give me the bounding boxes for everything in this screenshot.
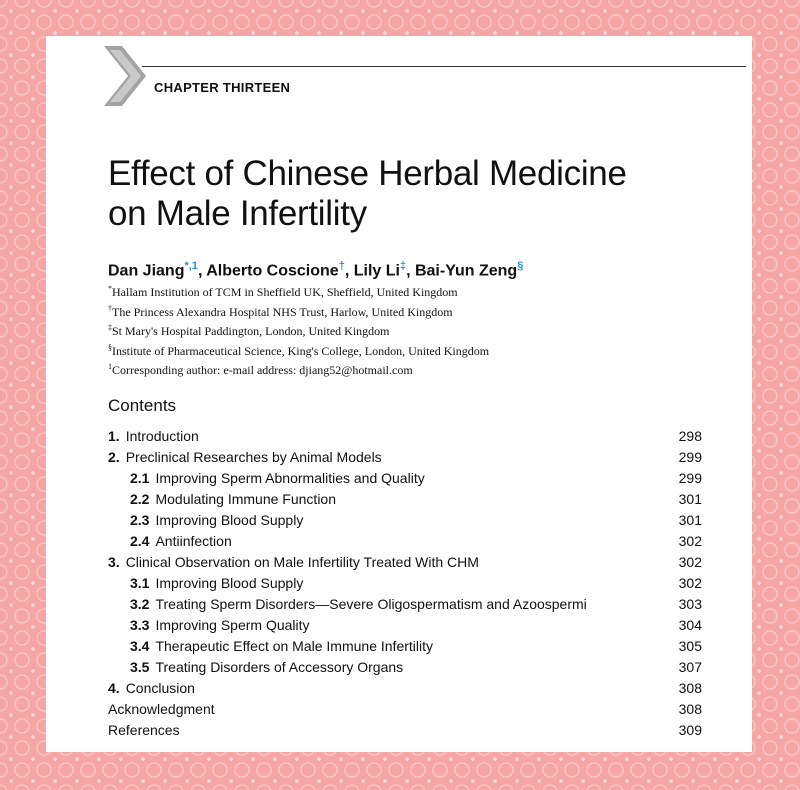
toc-entry-page: 307 [678, 659, 702, 675]
author-separator: , [197, 262, 207, 280]
affiliation [108, 301, 728, 321]
chapter-rule [142, 66, 746, 67]
author-separator: , [344, 262, 354, 280]
affiliation [108, 340, 728, 360]
toc-entry-number: 2.1 [130, 470, 150, 486]
affiliation-list [108, 281, 728, 379]
toc-entry-page: 302 [678, 575, 702, 591]
affiliation-text: Hallam Institution of TCM in Sheffield UK, Sheffield, United Kingdom [112, 285, 458, 299]
toc-entry-page: 301 [678, 491, 702, 507]
toc-entry[interactable] [108, 510, 702, 531]
toc-entry[interactable] [108, 552, 702, 573]
toc-entry-label: Treating Sperm Disorders—Severe Oligospermatism and Azoospermi [155, 596, 587, 612]
toc-entry-page: 305 [678, 638, 702, 654]
toc-entry-number: 2. [108, 449, 120, 465]
toc-entry-number: 3.3 [130, 617, 150, 633]
toc-entry[interactable] [108, 426, 702, 447]
toc-entry-label: Therapeutic Effect on Male Immune Infertility [155, 638, 434, 654]
title-line-1: Effect of Chinese Herbal Medicine [108, 154, 627, 193]
toc-entry-label: Clinical Observation on Male Infertility Treated With CHM [125, 554, 479, 570]
toc-entry-label: References [108, 722, 180, 738]
chapter-chevron-icon [104, 46, 148, 106]
toc-entry-page: 302 [678, 554, 702, 570]
affiliation [108, 320, 728, 340]
toc-entry-number: 1. [108, 428, 120, 444]
author-mark[interactable]: † [338, 260, 345, 272]
affiliation [108, 359, 728, 379]
toc-entry-number: 2.2 [130, 491, 150, 507]
toc-entry-number: 4. [108, 680, 120, 696]
toc-entry-label: Treating Disorders of Accessory Organs [155, 659, 404, 675]
toc-entry[interactable] [108, 720, 702, 741]
toc-entry[interactable] [108, 573, 702, 594]
affiliation-mark: 1 [108, 362, 112, 372]
toc-entry-label: Preclinical Researches by Animal Models [125, 449, 382, 465]
chapter-label: CHAPTER THIRTEEN [154, 80, 291, 95]
toc-entry[interactable] [108, 699, 702, 720]
author-mark[interactable]: *,1 [184, 260, 198, 272]
toc-entry-page: 304 [678, 617, 702, 633]
affiliation-text: Institute of Pharmaceutical Science, King's College, London, United Kingdom [112, 343, 490, 358]
author-mark[interactable]: ‡ [399, 260, 407, 272]
chapter-title [108, 154, 738, 234]
affiliation-mark: † [108, 303, 112, 313]
author-mark[interactable]: § [517, 260, 524, 272]
toc-entry-label: Conclusion [125, 680, 195, 696]
affiliation-mark: * [108, 284, 112, 293]
toc-entry-number: 3.5 [130, 659, 150, 675]
toc-entry-number: 2.4 [130, 533, 150, 549]
toc-entry-page: 303 [678, 596, 702, 612]
affiliation-mark: § [108, 342, 112, 352]
toc-entry-label: Improving Sperm Quality [155, 617, 310, 633]
affiliation-text: Corresponding author: e-mail address: djiang52@hotmail.com [112, 363, 413, 378]
toc-entry[interactable] [108, 447, 702, 468]
toc-entry-page: 309 [678, 722, 702, 738]
toc-entry-label: Improving Sperm Abnormalities and Quality [155, 470, 425, 486]
toc-entry[interactable] [108, 489, 702, 510]
toc-entry-number: 3. [108, 554, 120, 570]
toc-entry-page: 308 [678, 701, 702, 717]
toc-entry-label: Antiinfection [155, 533, 232, 549]
author-separator: , [406, 262, 415, 280]
toc-entry-number: 3.4 [130, 638, 150, 654]
book-page [46, 36, 752, 752]
toc-entry-page: 302 [678, 533, 702, 549]
toc-entry-page: 299 [678, 449, 702, 465]
toc-entry[interactable] [108, 594, 702, 615]
toc-entry-page: 308 [678, 680, 702, 696]
toc-entry-page: 298 [678, 428, 702, 444]
toc-entry-page: 301 [678, 512, 702, 528]
affiliation-mark: ‡ [108, 323, 112, 333]
toc-entry-number: 3.1 [130, 575, 150, 591]
toc-entry[interactable] [108, 531, 702, 552]
toc-entry-label: Improving Blood Supply [155, 512, 304, 528]
toc-entry-label: Modulating Immune Function [155, 491, 337, 507]
toc-entry[interactable] [108, 615, 702, 636]
contents-heading: Contents [108, 396, 177, 415]
toc-entry[interactable] [108, 636, 702, 657]
toc-entry[interactable] [108, 678, 702, 699]
toc-entry[interactable] [108, 657, 702, 678]
toc-entry-label: Acknowledgment [108, 701, 215, 717]
toc-entry-page: 299 [678, 470, 702, 486]
affiliation-text: The Princess Alexandra Hospital NHS Trust, Harlow, United Kingdom [112, 304, 453, 319]
affiliation [108, 281, 728, 301]
affiliation-text: St Mary's Hospital Paddington, London, United Kingdom [112, 324, 390, 339]
author-name: Alberto Coscione [206, 262, 339, 280]
title-line-2: on Male Infertility [108, 194, 367, 233]
toc-entry-label: Improving Blood Supply [155, 575, 304, 591]
author-name: Dan Jiang [108, 262, 185, 280]
toc-entry[interactable] [108, 468, 702, 489]
author-name: Bai-Yun Zeng [414, 262, 518, 280]
author-name: Lily Li [353, 262, 400, 280]
toc-entry-label: Introduction [125, 428, 199, 444]
toc-entry-number: 2.3 [130, 512, 150, 528]
toc-entry-number: 3.2 [130, 596, 150, 612]
author-list [108, 260, 523, 280]
table-of-contents [108, 426, 702, 741]
